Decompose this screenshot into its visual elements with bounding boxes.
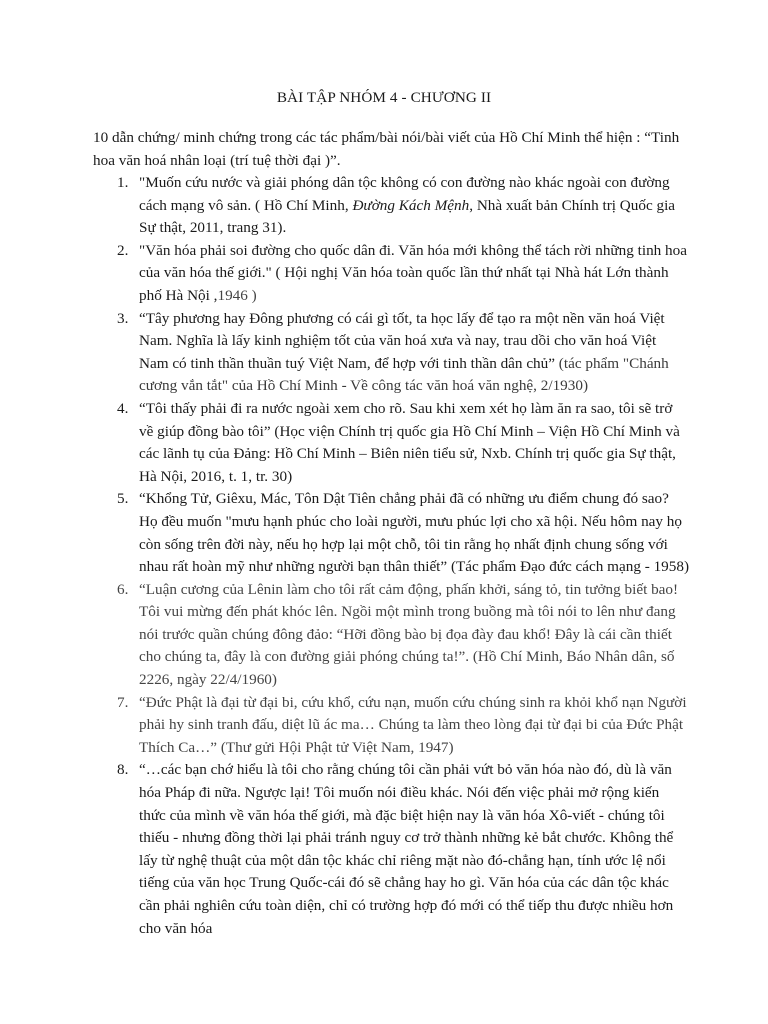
list-item [93,172,689,240]
document-title: BÀI TẬP NHÓM 4 - CHƯƠNG II [276,89,492,106]
list-item-text: “Tôi thấy phải đi ra nước ngoài xem cho rõ. Sau khi xem xét họ làm ăn ra sao, tôi sẽ trở về giúp đồng bào tôi” (Học viện Chính trị quốc gia Hồ Chí Minh – Viện Hồ Chí Minh và các lãnh tụ của Đảng: Hồ Chí Minh – Biên niên tiểu sử, Nxb. Chính trị quốc gia Sự thật, Hà Nội, 2016, t. 1, tr. 30) [139,399,680,485]
intro-text: 10 dẫn chứng/ minh chứng trong các tác phẩm/bài nói/bài viết của Hồ Chí Minh thể hiện : “Tinh hoa văn hoá nhân loại (trí tuệ thời đại )”. [93,129,680,169]
list-item [93,692,689,760]
list-item-text: "Muốn cứu nước và giải phóng dân tộc không có con đường nào khác ngoài con đường cách mạng vô sản. ( Hồ Chí Minh, [139,174,670,214]
list-item-text: “Khổng Tử, Giêxu, Mác, Tôn Dật Tiên chẳng phải đã có những ưu điểm chung đó sao? Họ đều muốn "mưu hạnh phúc cho loài người, mưu phúc lợi cho xã hội. Nếu hôm nay họ còn sống trên đời này, nếu họ hợp lại một chỗ, tôi tin rằng họ nhất định chung sống với nhau rất hoàn mỹ như những người bạn thân thiết” (Tác phẩm Đạo đức cách mạng - 1958) [139,490,689,576]
list-number: 7. [117,693,129,711]
list-number: 4. [117,399,129,417]
list-item-text: “Đức Phật là đại từ đại bi, cứu khổ, cứu nạn, muốn cứu chúng sinh ra khỏi khổ nạn Người phải hy sinh tranh đấu, diệt lũ ác ma… Chúng ta làm theo lòng đại từ đại bi của Đức Phật Thích Ca…” (Thư gửi Hội Phật tử Việt Nam, 1947) [139,693,687,756]
list-item [93,759,689,940]
list-number: 2. [117,241,129,259]
list-item [93,488,689,578]
list-item-text: "Văn hóa phải soi đường cho quốc dân đi. Văn hóa mới không thể tách rời những tinh hoa của văn hóa thế giới." ( Hội nghị Văn hóa toàn quốc lần thứ nhất tại Nhà hát Lớn thành phố Hà Nội , [139,241,687,304]
list-item-year: 1946 ) [217,286,257,304]
list-item-text: “Luận cương của Lênin làm cho tôi rất cảm động, phấn khởi, sáng tỏ, tin tưởng biết bao! Tôi vui mừng đến phát khóc lên. Ngồi một mình trong buồng mà tôi nói to lên như đang nói trước quần chúng đông đảo: “Hỡi đồng bào bị đọa đày đau khổ! Đây là cái cần thiết cho chúng ta, đây là con đường giải phóng chúng ta!”. (Hồ Chí Minh, Báo Nhân dân, số 2226, ngày 22/4/1960) [139,580,679,689]
list-item-text: “Tây phương hay Đông phương có cái gì tốt, ta học lấy để tạo ra một nền văn hoá Việt Nam. Nghĩa là lấy kinh nghiệm tốt của văn hoá xưa và nay, trau dồi cho văn hoá Việt Nam có tinh thần thuần tuý Việt Nam, để hợp với tinh thần dân chủ” [139,309,665,372]
list-item-text: “…các bạn chớ hiểu là tôi cho rằng chúng tôi cần phải vứt bỏ văn hóa nào đó, dù là văn hóa Pháp đi nữa. Ngược lại! Tôi muốn nói điều khác. Nói đến việc phải mở rộng kiến thức của mình về văn hóa thế giới, mà đặc biệt hiện nay là văn hóa Xô-viết - chúng tôi thiếu - nhưng đồng thời lại phải tránh nguy cơ trở thành những kẻ bắt chước. Không thể lấy từ nghệ thuật của một dân tộc khác chỉ riêng mặt nào đó-chẳng hạn, tính ước lệ nổi tiếng của văn học Trung Quốc-cái đó sẽ chẳng hay ho gì. Văn hóa của các dân tộc khác cần phải nghiên cứu toàn diện, chỉ có trường hợp đó mới có thể tiếp thu được nhiều hơn cho văn hóa [139,761,674,937]
list-number: 5. [117,490,129,508]
list-number: 6. [117,580,129,598]
list-item [93,579,689,692]
list-item [93,240,689,308]
list-number: 1. [117,174,129,191]
list-item [93,308,689,398]
list-number: 3. [117,309,129,327]
quote-list [93,172,689,940]
list-item-source: (tác phẩm "Chánh cương vắn tắt" của Hồ Chí Minh - Về công tác văn hoá văn nghệ, 2/1930) [139,354,669,395]
intro-paragraph [93,127,683,172]
list-item-text: , Nhà xuất bản Chính trị Quốc gia Sự thật, 2011, trang 31). [139,196,676,237]
book-title: Đường Kách Mệnh [352,196,470,214]
list-number: 8. [117,761,129,779]
list-item [93,398,689,488]
